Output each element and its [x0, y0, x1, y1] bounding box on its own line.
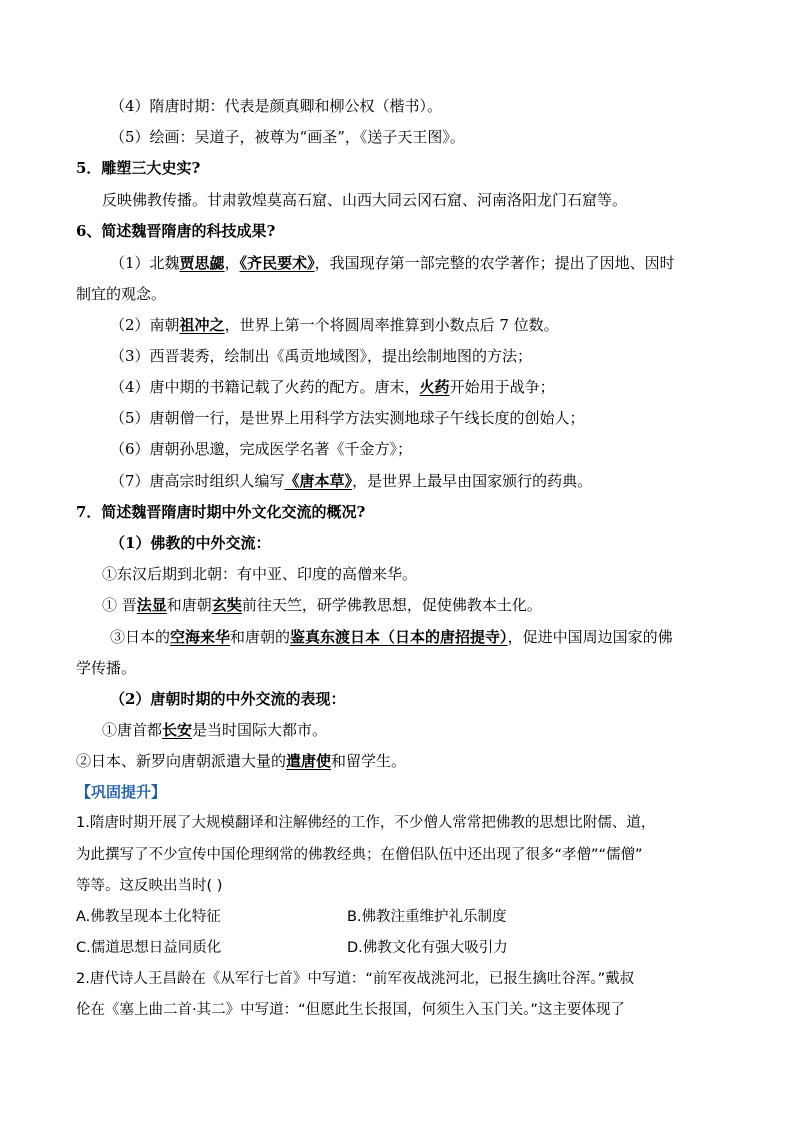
q7-section-2: （2）唐朝时期的中外交流的表现： [110, 690, 346, 708]
question-5-title: 5．雕塑三大史实? [76, 159, 201, 177]
exercise-2-line-1: 2.唐代诗人王昌龄在《从军行七首》中写道：“前军夜战洮河北，已报生擒吐谷浑。”戴叔 [76, 971, 635, 987]
q6-item-1-rest: ，我国现存第一部完整的农学著作；提出了因地、因时 [314, 254, 675, 272]
q7-point-1: ①东汉后期到北朝：有中亚、印度的高僧来华。 [102, 565, 418, 583]
keyword-changan: 长安 [162, 721, 193, 739]
q7-point-4-prefix: ①唐首都 [102, 721, 163, 739]
q6-item-1 [110, 253, 675, 273]
keyword-kukai: 空海来华 [170, 628, 231, 646]
q6-item-4 [110, 377, 555, 397]
keyword-zu-chongzhi: 祖冲之 [179, 316, 225, 334]
q7-point-3-rest: ，促进中国周边国家的佛 [507, 628, 673, 646]
q6-item-5: （5）唐朝僧一行，是世界上用科学方法实测地球子午线长度的创始人； [110, 409, 585, 427]
q7-point-2-rest: 前往天竺，研学佛教思想，促使佛教本土化。 [241, 596, 542, 614]
exercise-1-line-3: 等等。这反映出当时( ) [76, 878, 223, 894]
q7-point-2-mid: 和唐朝 [166, 596, 212, 614]
keyword-gunpowder: 火药 [419, 378, 450, 396]
question-7-title: 7．简述魏晋隋唐时期中外文化交流的概况? [76, 503, 366, 521]
keyword-tang-bencao: 《唐本草》 [284, 472, 353, 490]
q6-item-2-rest: ，世界上第一个将圆周率推算到小数点后 7 位数。 [224, 316, 559, 334]
q6-item-7-prefix: （7）唐高宗时组织人编写 [110, 472, 285, 490]
exercise-1-line-2: 为此撰写了不少宣传中国伦理纲常的佛教经典；在僧侣队伍中还出现了很多“孝僧”“儒僧” [76, 847, 643, 863]
q6-item-2-prefix: （2）南朝 [110, 316, 180, 334]
q6-item-6: （6）唐朝孙思邈，完成医学名著《千金方》； [110, 440, 413, 458]
q6-item-7-rest: ，是世界上最早由国家颁行的药典。 [352, 472, 593, 490]
exercise-1-option-a[interactable]: A.佛教呈现本土化特征 [76, 909, 221, 925]
q7-section-1: （1）佛教的中外交流： [110, 534, 271, 552]
q6-item-2 [110, 315, 559, 335]
q7-point-2-prefix: ① 晋 [102, 596, 137, 614]
q7-point-5 [76, 751, 406, 771]
keyword-xuanzang: 玄奘 [211, 596, 242, 614]
q7-point-2 [102, 595, 542, 615]
consolidate-header: 【巩固提升】 [76, 783, 167, 801]
q7-point-3-cont: 学传播。 [76, 659, 137, 677]
q6-item-7 [110, 471, 592, 491]
art-item-4: （4）隋唐时期：代表是颜真卿和柳公权（楷书）。 [110, 97, 443, 115]
q6-item-4-prefix: （4）唐中期的书籍记载了火药的配方。唐末， [110, 378, 420, 396]
question-5-answer: 反映佛教传播。甘肃敦煌莫高石窟、山西大同云冈石窟、河南洛阳龙门石窟等。 [102, 191, 628, 209]
exercise-2-line-2: 伦在《塞上曲二首·其二》中写道：“但愿此生长报国，何须生入玉门关。”这主要体现了 [76, 1002, 625, 1018]
q6-item-4-rest: 开始用于战争； [449, 378, 555, 396]
q7-point-3-prefix: ③日本的 [110, 628, 171, 646]
exercise-1-option-b[interactable]: B.佛教注重维护礼乐制度 [347, 909, 507, 925]
exercise-1-line-1: 1.隋唐时期开展了大规模翻译和注解佛经的工作，不少僧人常常把佛教的思想比附儒、道， [76, 815, 656, 831]
q7-point-3 [110, 627, 673, 647]
keyword-jianzhen: 鉴真东渡日本（日本的唐招提寺） [290, 628, 508, 646]
q6-item-3: （3）西晋裴秀，绘制出《禹贡地域图》，提出绘制地图的方法； [110, 347, 533, 365]
q6-item-1-comma: ， [224, 254, 240, 272]
exercise-1-option-c[interactable]: C.儒道思想日益同质化 [76, 940, 222, 956]
question-6-title: 6、简述魏晋隋唐的科技成果? [76, 222, 276, 240]
art-item-5: （5）绘画：吴道子，被尊为“画圣”，《送子天王图》。 [110, 128, 465, 146]
keyword-qimin-yaoshu: 《齐民要术》 [239, 254, 315, 272]
keyword-faxian: 法显 [136, 596, 167, 614]
keyword-jia-sixie: 贾思勰 [179, 254, 225, 272]
keyword-qiantangshi: 遣唐使 [286, 752, 332, 770]
q6-item-1-prefix: （1）北魏 [110, 254, 180, 272]
q7-point-5-prefix: ②日本、新罗向唐朝派遣大量的 [76, 752, 287, 770]
exercise-1-option-d[interactable]: D.佛教文化有强大吸引力 [347, 940, 508, 956]
q6-item-1-cont: 制宜的观念。 [76, 285, 167, 303]
q7-point-4 [102, 720, 327, 740]
q7-point-5-rest: 和留学生。 [331, 752, 407, 770]
q7-point-3-mid: 和唐朝的 [230, 628, 291, 646]
q7-point-4-rest: 是当时国际大都市。 [192, 721, 328, 739]
